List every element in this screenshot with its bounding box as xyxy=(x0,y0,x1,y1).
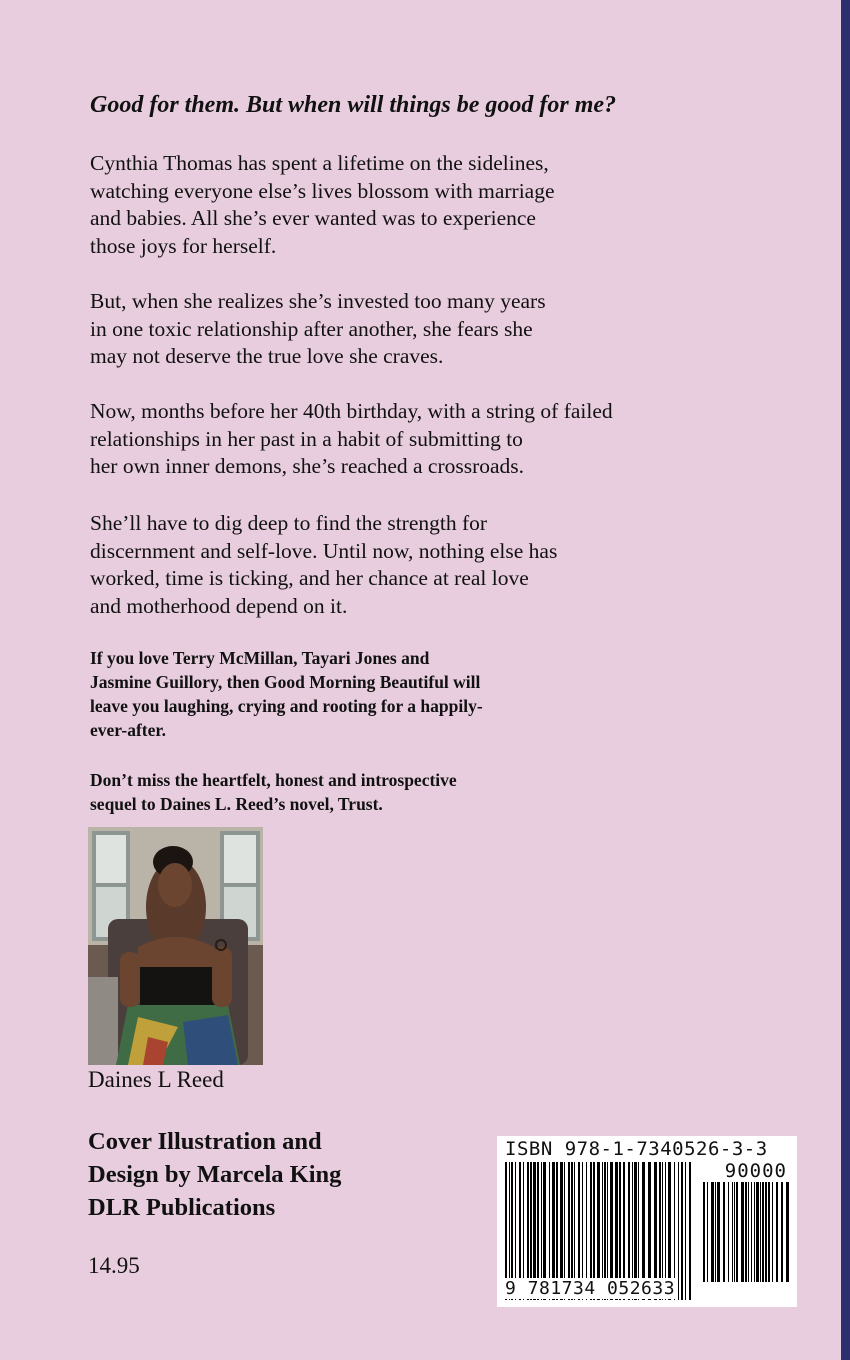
spine-edge xyxy=(841,0,850,1360)
author-photo-caption: Daines L Reed xyxy=(88,1067,224,1092)
price-code: 90000 xyxy=(724,1160,787,1182)
blurb-paragraph-1: Cynthia Thomas has spent a lifetime on the sidelines, watching everyone else’s lives blossom with marriage and babies. All she’s ever wanted was to experience those joys for herself. xyxy=(90,151,555,258)
isbn-barcode xyxy=(497,1136,797,1307)
tagline: Good for them. But when will things be good for me? xyxy=(90,92,617,118)
blurb-paragraph-4: She’ll have to dig deep to find the strength for discernment and self-love. Until now, nothing else has worked, time is ticking, and her chance at real love and motherhood depend on it. xyxy=(90,511,558,618)
isbn-label: ISBN 978-1-7340526-3-3 xyxy=(505,1138,768,1160)
price: 14.95 xyxy=(88,1253,140,1278)
promo-sequel: Don’t miss the heartfelt, honest and introspective sequel to Daines L. Reed’s novel, Trust. xyxy=(90,770,457,814)
blurb-paragraph-3: Now, months before her 40th birthday, with a string of failed relationships in her past in a habit of submitting to her own inner demons, she’s reached a crossroads. xyxy=(90,399,613,478)
promo-comparison: If you love Terry McMillan, Tayari Jones and Jasmine Guillory, then Good Morning Beautiful will leave you laughing, crying and rooting for a happily- ever-after. xyxy=(90,648,483,740)
ean-digits: 9 781734 052633 xyxy=(505,1278,676,1299)
author-photo xyxy=(88,827,263,1065)
cover-credits: Cover Illustration and Design by Marcela King DLR Publications xyxy=(88,1128,342,1221)
blurb-paragraph-2: But, when she realizes she’s invested too many years in one toxic relationship after another, she fears she may not deserve the true love she craves. xyxy=(90,289,546,368)
